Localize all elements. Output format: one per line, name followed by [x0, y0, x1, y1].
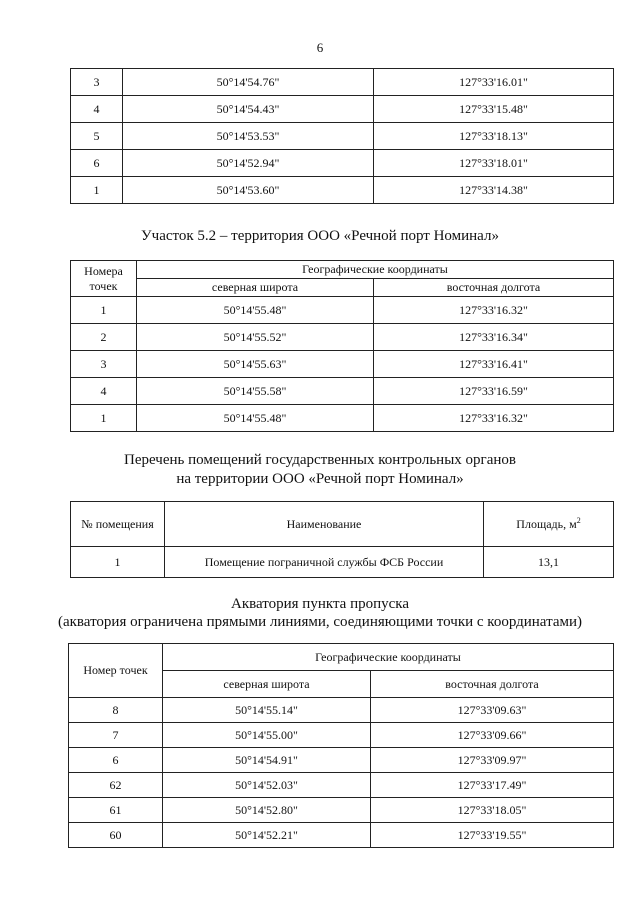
point-cell: 6 [69, 748, 163, 773]
point-cell: 3 [71, 351, 137, 378]
latitude-cell: 50°14'55.63" [137, 351, 374, 378]
latitude-cell: 50°14'52.80" [163, 798, 371, 823]
coordinates-table-continued [70, 68, 614, 204]
longitude-cell: 127°33'18.13" [374, 123, 614, 150]
section-title-water-area-line1: Акватория пункта пропуска [230, 596, 410, 612]
longitude-cell: 127°33'18.01" [374, 150, 614, 177]
table-row [69, 723, 614, 748]
table-row [71, 547, 614, 578]
section-title-rooms-line2: на территории ООО «Речной порт Номинал» [176, 471, 464, 487]
longitude-cell: 127°33'15.48" [374, 96, 614, 123]
room-area-cell: 13,1 [484, 547, 614, 578]
point-cell: 5 [71, 123, 123, 150]
longitude-cell: 127°33'16.32" [374, 405, 614, 432]
table-row [71, 324, 614, 351]
rooms-table [70, 501, 614, 578]
longitude-cell: 127°33'09.66" [371, 723, 614, 748]
latitude-column-header: северная широта [163, 671, 371, 698]
room-number-column-header: № помещения [71, 502, 165, 547]
longitude-cell: 127°33'09.97" [371, 748, 614, 773]
point-cell: 2 [71, 324, 137, 351]
table-row [71, 150, 614, 177]
longitude-cell: 127°33'19.55" [371, 823, 614, 848]
longitude-cell: 127°33'17.49" [371, 773, 614, 798]
room-name-cell: Помещение пограничной службы ФСБ России [165, 547, 484, 578]
latitude-cell: 50°14'54.43" [123, 96, 374, 123]
coordinates-column-header: Географические координаты [163, 644, 614, 671]
point-cell: 6 [71, 150, 123, 177]
section-title-water-area-line2: (акватория ограничена прямыми линиями, соединяющими точки с координатами) [57, 614, 582, 630]
point-cell: 4 [71, 378, 137, 405]
table-row [71, 351, 614, 378]
point-cell: 4 [71, 96, 123, 123]
longitude-column-header: восточная долгота [371, 671, 614, 698]
table-row [71, 297, 614, 324]
latitude-cell: 50°14'54.76" [123, 69, 374, 96]
latitude-cell: 50°14'55.58" [137, 378, 374, 405]
points-column-header: Номера точек [71, 261, 137, 297]
latitude-cell: 50°14'55.14" [163, 698, 371, 723]
latitude-cell: 50°14'52.94" [123, 150, 374, 177]
point-cell: 1 [71, 177, 123, 204]
table-row [69, 798, 614, 823]
table-row [71, 177, 614, 204]
latitude-cell: 50°14'55.00" [163, 723, 371, 748]
longitude-cell: 127°33'14.38" [374, 177, 614, 204]
point-cell: 3 [71, 69, 123, 96]
table-row [69, 773, 614, 798]
latitude-cell: 50°14'53.60" [123, 177, 374, 204]
page-number: 6 [316, 40, 324, 55]
longitude-cell: 127°33'16.59" [374, 378, 614, 405]
latitude-cell: 50°14'53.53" [123, 123, 374, 150]
latitude-cell: 50°14'52.03" [163, 773, 371, 798]
latitude-cell: 50°14'55.52" [137, 324, 374, 351]
points-column-header: Номер точек [69, 644, 163, 698]
table-row [71, 96, 614, 123]
latitude-cell: 50°14'54.91" [163, 748, 371, 773]
longitude-cell: 127°33'09.63" [371, 698, 614, 723]
table-row [69, 748, 614, 773]
coordinates-column-header: Географические координаты [137, 261, 614, 279]
latitude-cell: 50°14'52.21" [163, 823, 371, 848]
point-cell: 7 [69, 723, 163, 748]
table-row [71, 405, 614, 432]
point-cell: 1 [71, 297, 137, 324]
point-cell: 60 [69, 823, 163, 848]
name-column-header: Наименование [165, 502, 484, 547]
point-cell: 8 [69, 698, 163, 723]
longitude-cell: 127°33'18.05" [371, 798, 614, 823]
point-cell: 62 [69, 773, 163, 798]
coordinates-table-plot-5-2 [70, 260, 614, 432]
latitude-column-header: северная широта [137, 279, 374, 297]
longitude-column-header: восточная долгота [374, 279, 614, 297]
room-number-cell: 1 [71, 547, 165, 578]
longitude-cell: 127°33'16.32" [374, 297, 614, 324]
water-area-coordinates-table [68, 643, 614, 848]
latitude-cell: 50°14'55.48" [137, 405, 374, 432]
area-label: Площадь, м [516, 517, 577, 531]
point-cell: 1 [71, 405, 137, 432]
area-column-header [484, 502, 614, 547]
table-row [69, 698, 614, 723]
latitude-cell: 50°14'55.48" [137, 297, 374, 324]
section-title-rooms-line1: Перечень помещений государственных контрольных органов [124, 452, 516, 468]
table-row [69, 823, 614, 848]
table-row [71, 69, 614, 96]
table-row [71, 378, 614, 405]
area-superscript: 2 [576, 516, 581, 525]
table-row [71, 123, 614, 150]
point-cell: 61 [69, 798, 163, 823]
longitude-cell: 127°33'16.01" [374, 69, 614, 96]
longitude-cell: 127°33'16.41" [374, 351, 614, 378]
longitude-cell: 127°33'16.34" [374, 324, 614, 351]
section-title-plot-5-2: Участок 5.2 – территория ООО «Речной порт Номинал» [141, 228, 499, 244]
